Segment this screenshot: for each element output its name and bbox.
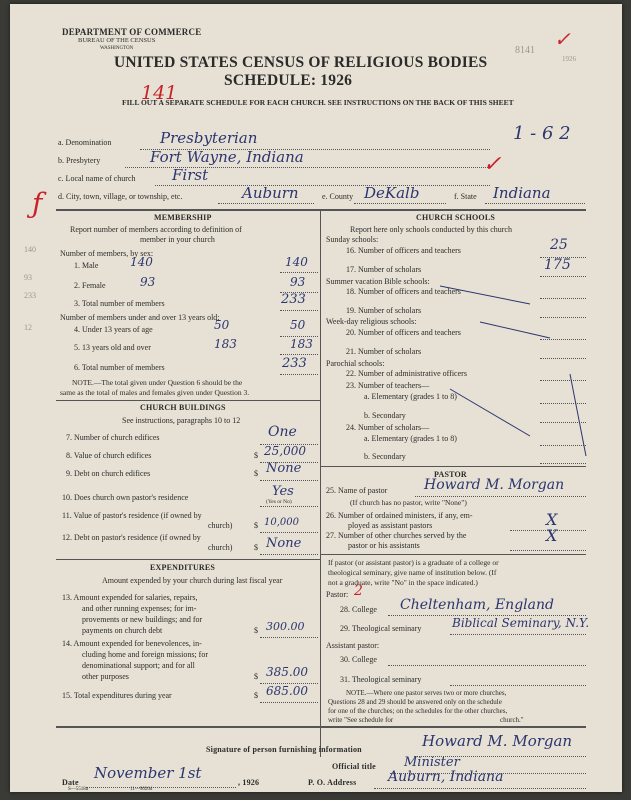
q14-label-3: denominational support; and for all [82,661,195,670]
presbytery-label: b. Presbytery [58,156,101,165]
red-check-mark: ✓ [554,27,571,51]
county-label: e. County [322,192,354,201]
membership-note-1: NOTE.—The total given under Question 6 should be the [72,378,243,387]
grad-note-3: not a graduate, write "No" in the space indicated.) [328,578,478,587]
q11-value: 10,000 [264,517,299,528]
signature-value: Howard M. Morgan [422,732,573,750]
q22-label: 22. Number of administrative officers [346,369,467,378]
q6-label: 6. Total number of members [74,363,165,372]
denomination-value: Presbyterian [160,129,258,147]
grad-note-1: If pastor (or assistant pastor) is a graduate of a college or [328,558,499,567]
q23-label: 23. Number of teachers— [346,381,430,390]
official-title-value: Minister [404,755,460,770]
q28-label: 28. College [340,605,377,614]
q1-value: 140 [285,255,308,269]
q13-label-2: and other running expenses; for im- [82,604,197,613]
q3-value: 233 [281,292,306,307]
q29-value: Biblical Seminary, N.Y. [452,616,590,630]
q26-label-1: 26. Number of ordained ministers, if any, em- [326,511,473,520]
date-value: November 1st [94,764,202,782]
q3-label: 3. Total number of members [74,299,165,308]
q1-written: 140 [130,255,153,269]
summer-label: Summer vacation Bible schools: [326,277,430,286]
state-label: f. State [454,192,477,201]
q5-value: 183 [290,337,313,351]
pastor-heading: PASTOR [434,470,467,479]
parochial-label: Parochial schools: [326,359,385,368]
q16-value: 25 [550,237,568,253]
buildings-heading: CHURCH BUILDINGS [140,403,226,412]
official-title-label: Official title [332,762,376,771]
q15-value: 685.00 [266,684,308,698]
q11-label-1: 11. Value of pastor's residence (if owned by [62,511,202,520]
q15-label: 15. Total expenditures during year [62,691,172,700]
stamp-number: 8141 [515,45,535,56]
q13-label-1: 13. Amount expended for salaries, repairs, [62,593,198,602]
local-name-label: c. Local name of church [58,174,136,183]
q24b-label: b. Secondary [364,452,406,461]
grad-note-2: theological seminary, give name of institution below. (If [328,568,497,577]
q28-value: Cheltenham, England [400,597,554,613]
q27-value: X [546,526,558,545]
q7-value: One [268,424,297,440]
hand-strokes [10,4,622,792]
q12-label-2: church) [208,543,233,552]
q30-label: 30. College [340,655,377,664]
instructions-line: FILL OUT A SEPARATE SCHEDULE FOR EACH CHURCH. SEE INSTRUCTIONS ON THE BACK OF THIS SHEET [122,98,514,107]
q23b-label: b. Secondary [364,411,406,420]
state-value: Indiana [493,184,551,202]
sunday-label: Sunday schools: [326,235,379,244]
q16-label: 16. Number of officers and teachers [346,246,461,255]
q5-label: 5. 13 years old and over [74,343,151,352]
q25-hint: (If church has no pastor, write "None") [350,498,467,507]
q27-label-1: 27. Number of other churches served by the [326,531,467,540]
schools-intro: Report here only schools conducted by this church [350,225,512,234]
q14-label-2: cluding home and foreign missions; for [82,650,208,659]
q10-hint: (Yes or No) [266,499,292,505]
membership-intro-2: member in your church [140,235,215,244]
stamp-year: 1926 [562,55,576,63]
q2-label: 2. Female [74,281,106,290]
pastor-sub-label: Pastor: [326,590,349,599]
q5-written: 183 [214,337,237,351]
pastor-note-2: Questions 28 and 29 should be answered only on the schedule [328,698,502,706]
q9-label: 9. Debt on church edifices [66,469,151,478]
q27-label-2: pastor or his assistants [348,541,420,550]
q8-value: 25,000 [264,444,306,458]
q14-label-1: 14. Amount expended for benevolences, in- [62,639,202,648]
schools-heading: CHURCH SCHOOLS [416,213,496,222]
q26-label-2: ployed as assistant pastors [348,521,433,530]
q13-value: 300.00 [266,620,305,633]
q25-value: Howard M. Morgan [424,477,565,493]
q19-label: 19. Number of scholars [346,306,422,315]
q4-written: 50 [214,318,230,332]
po-address-label: P. O. Address [308,778,357,787]
bureau-label: BUREAU OF THE CENSUS [78,37,156,44]
q9-value: None [266,461,302,476]
assistant-label: Assistant pastor: [326,641,380,650]
q7-label: 7. Number of church edifices [66,433,160,442]
census-schedule-sheet: DEPARTMENT OF COMMERCE BUREAU OF THE CENSUS WASHINGTON UNITED STATES CENSUS OF RELIGIOUS BODIES SCHEDULE: 1926 FILL OUT A SEPARATE SCHEDULE FOR EACH CHURCH. SEE INSTRUCTIONS ON THE BACK OF THIS SHEET 8141 1926 ✓ 141 1 - 6 2 a. Denomination Presbyterian b. Presbytery Fort Wayne, Indiana c. Local name of church First ✓ d. City, town, village, or township, etc. Auburn e. County DeKalb f. State Indiana ƒ MEMBERSHIP Report number of members according to definition of member in your church Number of members, by sex: 1. Male 140 140 2. Female 93 93 3. Total number of members 233 Number of members under and over 13 years old: 4. Under 13 years of age 50 50 5. 13 years old and over 183 183 6. Total number of members 233 NOTE.—The total given under Question 6 should be the same as the total of males and females given under Question 3. 140 93 233 12 CHURCH BUILDINGS See instructions, paragraphs 10 to 12 7. Number of church edifices One 8. Value of church edifices $ 25,000 9. Debt on church edifices $ None 10. Does church own pastor's residence (Yes or No) Yes 11. Value of pastor's residence (if owned by church) $ 10,000 12. Debt on pastor's residence (if owned by church) $ None EXPENDITURES Amount expended by your church during last fiscal year 13. Amount expended for salaries, repairs, and other running expenses; for im- provements or new buildings; and for payments on church debt $ 300.00 14. Amount expended for benevolences, in- cluding home and foreign missions; for denominational support; and for all other purposes $ 385.00 15. Total expenditures during year $ 685.00 CHURCH SCHOOLS Report here only schools conducted by this church Sunday schools: 16. Number of officers and teachers 25 17. Number of scholars 175 Summer vacation Bible schools: 18. Number of officers and teachers 19. Number of scholars Week-day religious schools: 20. Number of officers and teachers 21. Number of scholars Parochial schools: 22. Number of administrative officers 23. Number of teachers— a. Elementary (grades 1 to 8) b. Secondary 24. Number of scholars— a. Elementary (grades 1 to 8) b. Secondary PASTOR 25. Name of pastor Howard M. Morgan (If church has no pastor, write "None") 26. Number of ordained ministers, if any, em- ployed as assistant pastors X 27. Number of other churches served by the pastor or his assistants X If pastor (or assistant pastor) is a graduate of a college or theological seminary, give name of institution below. (If not a graduate, write "No" in the space indicated.) Pastor: 2 28. College Cheltenham, England 29. Theological seminary Biblical Seminary, N.Y. Assistant pastor: 30. College 31. Theological seminary NOTE.—Where one pastor serves two or more churches, Questions 28 and 29 should be answered only on the schedule for one of the churches; on the schedules for the other churches, write "See schedule for church." Signature of person furnishing information Howard M. Morgan Official title Minister Date November 1st , 1926 P. O. Address Auburn, Indiana S—5518a 11—9026d [10,4,622,792]
q12-label-1: 12. Debt on pastor's residence (if owned by [62,533,201,542]
q18-label: 18. Number of officers and teachers [346,287,461,296]
margin-note-4: 12 [24,323,32,332]
form-title: UNITED STATES CENSUS OF RELIGIOUS BODIES [114,54,488,71]
pastor-note-4: write "See schedule for [328,716,394,724]
q6-value: 233 [282,356,307,371]
q24a-label: a. Elementary (grades 1 to 8) [364,434,457,443]
q2-written: 93 [140,275,156,289]
expenditures-sub: Amount expended by your church during last fiscal year [102,576,283,585]
membership-heading: MEMBERSHIP [154,213,212,222]
q23a-label: a. Elementary (grades 1 to 8) [364,392,457,401]
q11-label-2: church) [208,521,233,530]
q29-label: 29. Theological seminary [340,624,422,633]
city-value: Auburn [242,184,299,202]
q4-value: 50 [290,318,306,332]
membership-note-2: same as the total of males and females given under Question 3. [60,388,250,397]
po-address-value: Auburn, Indiana [388,769,504,785]
under-over-label: Number of members under and over 13 years old: [60,313,220,322]
pastor-note-1: NOTE.—Where one pastor serves two or more churches, [346,689,507,697]
weekday-label: Week-day religious schools: [326,317,417,326]
q13-label-4: payments on church debt [82,626,163,635]
local-name-value: First [172,166,209,184]
margin-note-2: 93 [24,273,32,282]
county-value: DeKalb [364,184,420,202]
q14-value: 385.00 [266,665,308,679]
q26-value: X [546,510,558,529]
q21-label: 21. Number of scholars [346,347,422,356]
signature-label: Signature of person furnishing information [206,745,362,754]
form-number: S—5518a [68,787,88,792]
margin-note-3: 233 [24,291,36,300]
expenditures-heading: EXPENDITURES [150,563,216,572]
membership-intro-1: Report number of members according to definition of [70,225,242,234]
q14-label-4: other purposes [82,672,129,681]
margin-note-1: 140 [24,245,36,254]
by-sex-label: Number of members, by sex: [60,249,154,258]
denomination-label: a. Denomination [58,138,112,147]
q1-label: 1. Male [74,261,99,270]
red-mark-2: 2 [354,583,363,599]
q2-value: 93 [290,275,306,289]
pastor-note-3: for one of the churches; on the schedules for the other churches, [328,707,508,715]
city-label: WASHINGTON [100,46,134,51]
buildings-sub: See instructions, paragraphs 10 to 12 [122,416,241,425]
print-number: 11—9026d [130,787,153,792]
q31-label: 31. Theological seminary [340,675,422,684]
corner-code: 1 - 6 2 [513,123,571,144]
q17-value: 175 [544,257,571,273]
red-schedule-number: 141 [141,82,178,104]
q8-label: 8. Value of church edifices [66,451,152,460]
q13-label-3: provements or new buildings; and for [82,615,203,624]
date-label: Date [62,778,79,787]
pastor-note-5: church." [500,716,524,724]
department-label: DEPARTMENT OF COMMERCE [62,27,202,37]
q20-label: 20. Number of officers and teachers [346,328,461,337]
q25-label: 25. Name of pastor [326,486,388,495]
q10-label: 10. Does church own pastor's residence [62,493,189,502]
q12-value: None [266,536,302,551]
q17-label: 17. Number of scholars [346,265,422,274]
city-label: d. City, town, village, or township, etc. [58,192,183,201]
q24-label: 24. Number of scholars— [346,423,430,432]
red-check-mark-2: ✓ [483,152,502,177]
date-year: , 1926 [238,778,260,787]
q4-label: 4. Under 13 years of age [74,325,153,334]
q10-value: Yes [272,484,294,499]
red-margin-mark: ƒ [32,187,43,220]
schedule-title: SCHEDULE: 1926 [224,72,353,89]
presbytery-value: Fort Wayne, Indiana [150,148,304,166]
